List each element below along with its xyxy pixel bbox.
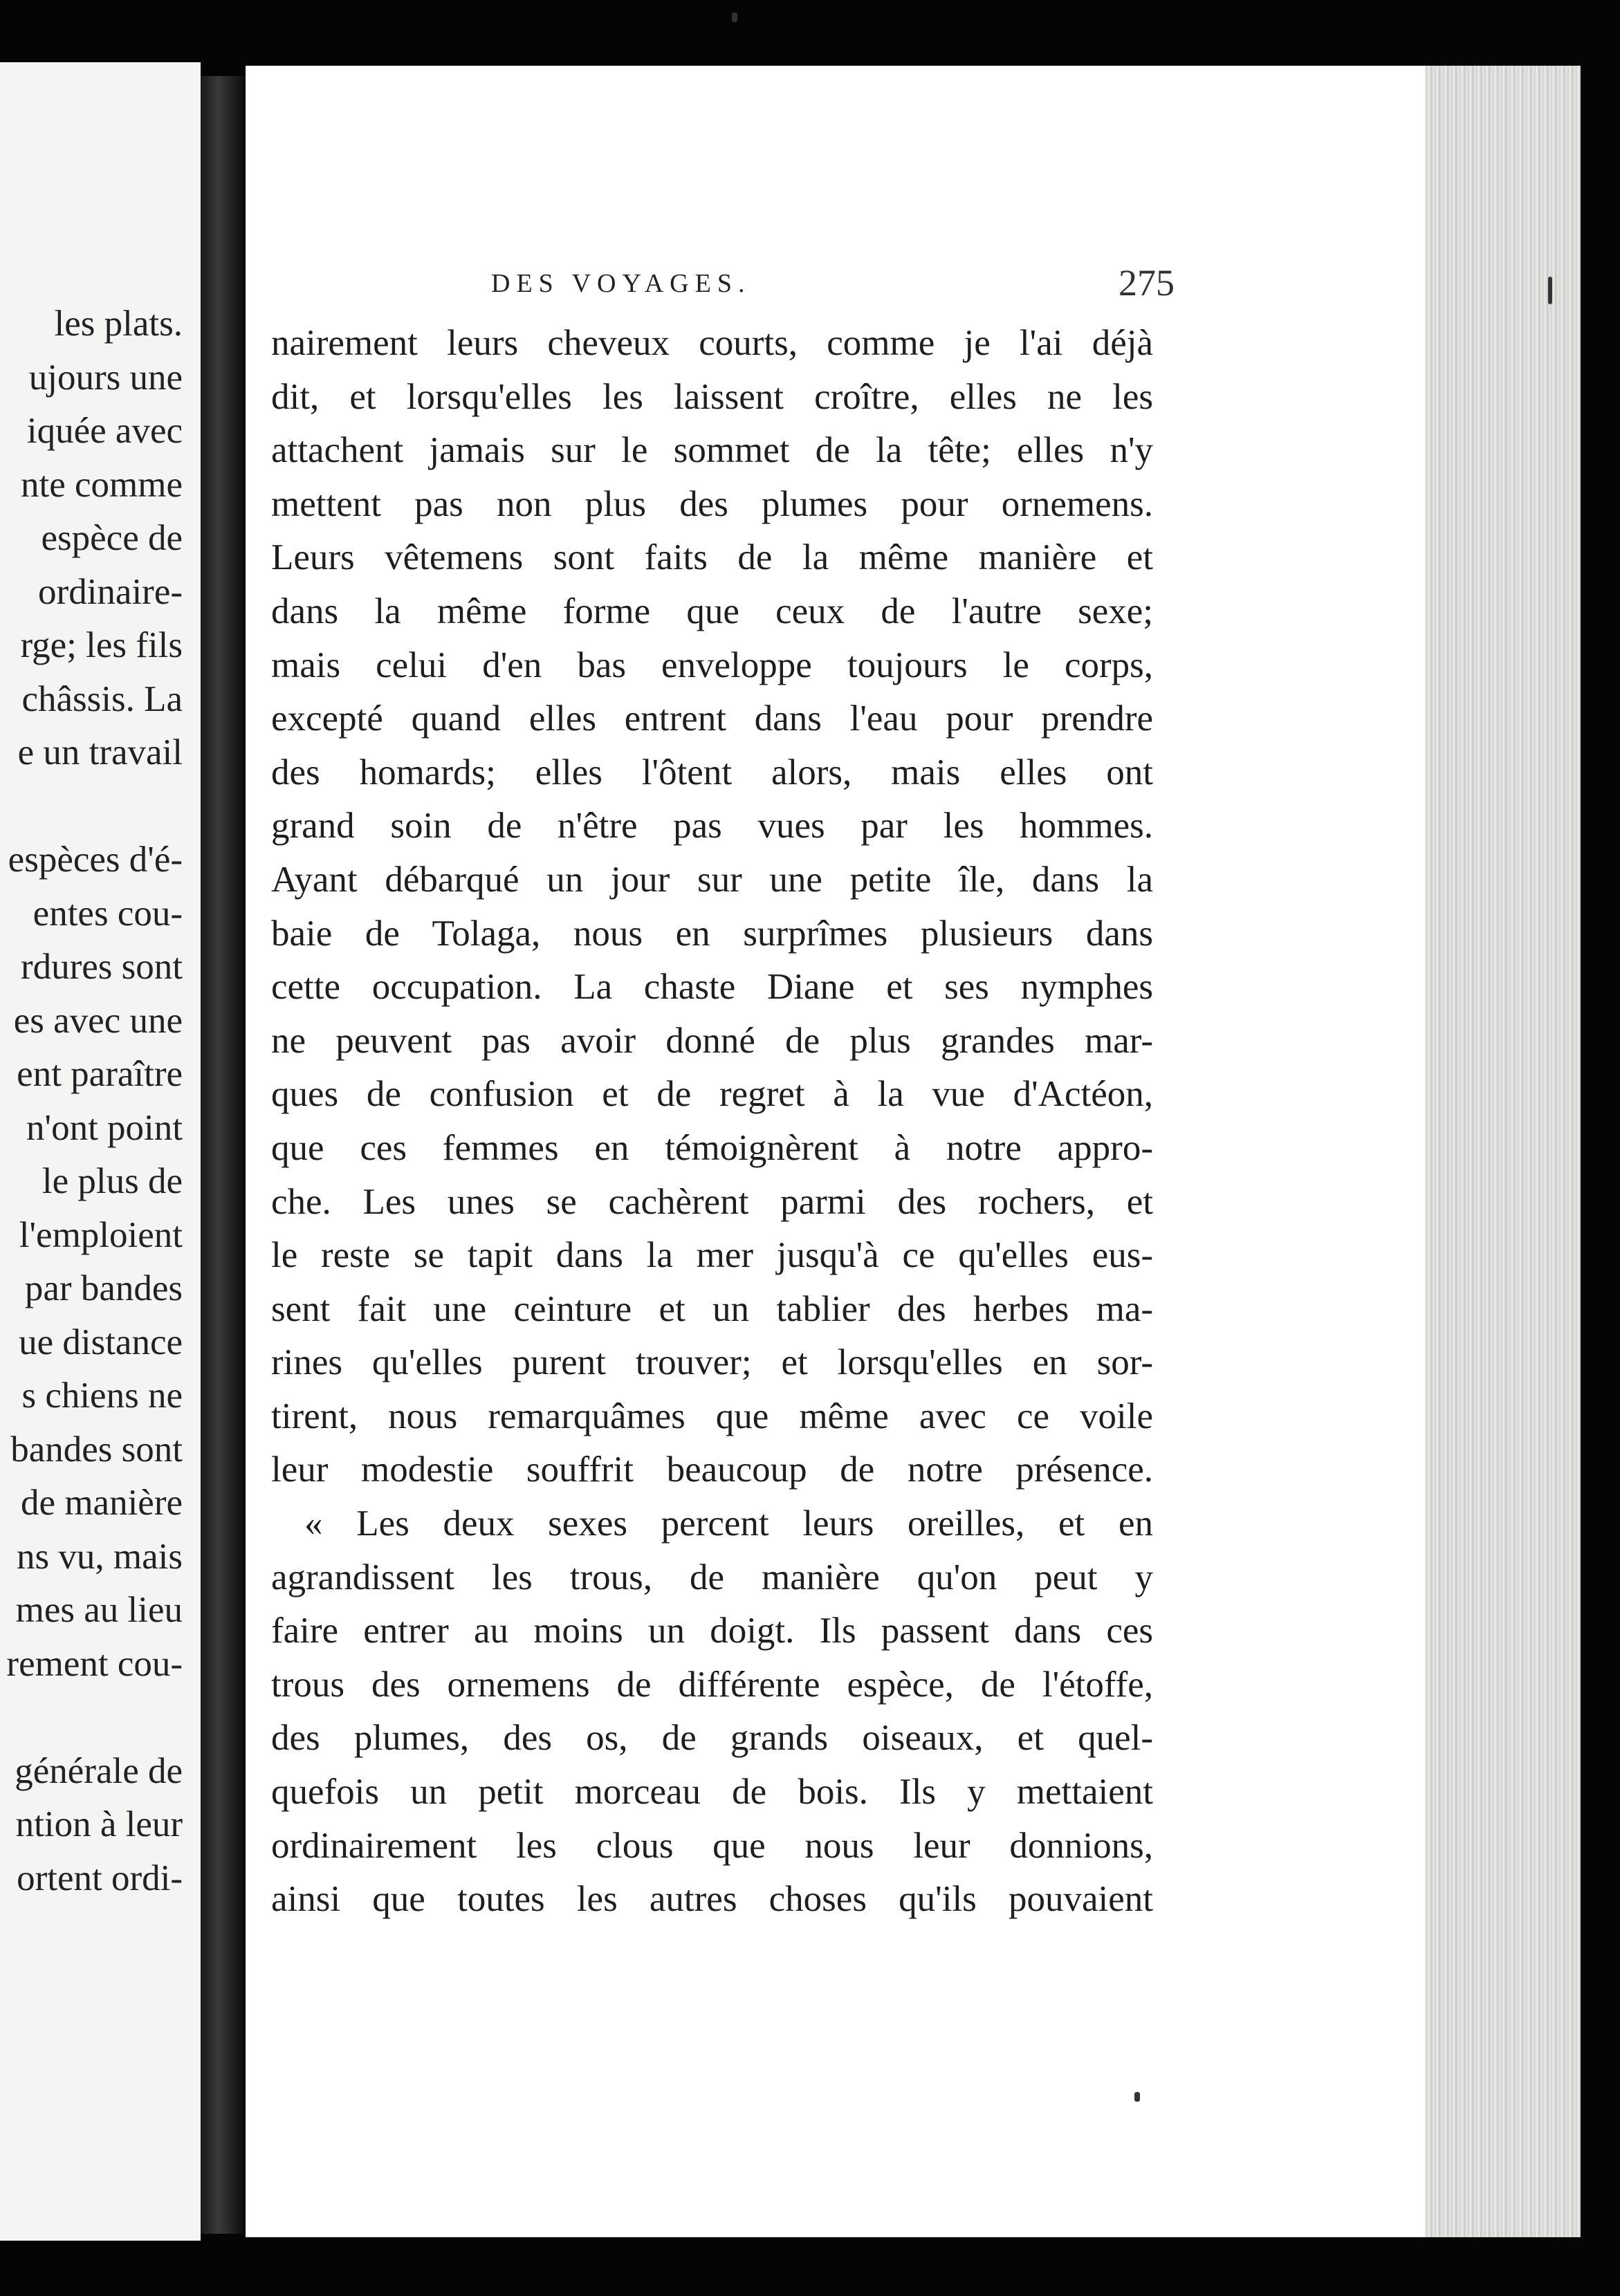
left-text-line: ordinaire-: [38, 571, 183, 612]
text-line: mais celui d'en bas enveloppe toujours le corps,: [271, 645, 1153, 685]
left-text-line: ujours une: [28, 357, 183, 398]
left-text-line: l'emploient: [19, 1214, 183, 1255]
left-text-line: es avec une: [13, 1000, 183, 1041]
page-fore-edge: [1425, 66, 1581, 2237]
left-text-line: rdures sont: [20, 947, 183, 987]
left-text-line: ntion à leur: [15, 1804, 183, 1844]
text-line: dans la même forme que ceux de l'autre sexe;: [271, 591, 1153, 631]
text-line: che. Les unes se cachèrent parmi des rochers, et: [271, 1181, 1153, 1222]
left-text-line: les plats.: [54, 304, 183, 344]
text-line: des homards; elles l'ôtent alors, mais elles ont: [271, 752, 1153, 793]
text-line: mettent pas non plus des plumes pour ornemens.: [271, 483, 1153, 524]
left-text-line: entes cou-: [33, 893, 183, 934]
body-text: [271, 317, 1153, 1927]
left-text-line: n'ont point: [26, 1107, 183, 1148]
left-text-line: espèces d'é-: [8, 840, 183, 880]
text-line: des plumes, des os, de grands oiseaux, et quel-: [271, 1718, 1153, 1759]
text-line: ques de confusion et de regret à la vue d'Actéon,: [271, 1074, 1153, 1115]
left-text-line: châssis. La: [21, 678, 183, 719]
book-gutter: [201, 76, 246, 2234]
text-line: ainsi que toutes les autres choses qu'ils pouvaient: [271, 1879, 1153, 1920]
left-text-line: bandes sont: [10, 1429, 183, 1470]
page-number: 275: [1119, 262, 1175, 304]
text-line: Ayant débarqué un jour sur une petite île, dans la: [271, 859, 1153, 900]
text-line: leur modestie souffrit beaucoup de notre présence.: [271, 1450, 1153, 1490]
text-line: le reste se tapit dans la mer jusqu'à ce qu'elles eus-: [271, 1235, 1153, 1276]
text-line: Leurs vêtemens sont faits de la même manière et: [271, 537, 1153, 578]
left-text-line: ent paraître: [17, 1054, 183, 1094]
left-text-line: rement cou-: [6, 1643, 183, 1684]
left-text-line: iquée avec: [26, 411, 183, 451]
left-text-line: ue distance: [19, 1322, 183, 1362]
text-line: cette occupation. La chaste Diane et ses nymphes: [271, 967, 1153, 1008]
text-line: « Les deux sexes percent leurs oreilles, et en: [304, 1503, 1153, 1544]
left-text-line: espèce de: [41, 518, 183, 558]
text-line: excepté quand elles entrent dans l'eau pour prendre: [271, 698, 1153, 739]
left-text-line: le plus de: [42, 1161, 183, 1201]
left-text-line: s chiens ne: [21, 1376, 183, 1416]
text-line: trous des ornemens de différente espèce, de l'étoffe,: [271, 1664, 1153, 1705]
scan-speck: [1548, 277, 1552, 304]
text-line: tirent, nous remarquâmes que même avec ce voile: [271, 1396, 1153, 1436]
text-line: agrandissent les trous, de manière qu'on peut y: [271, 1557, 1153, 1598]
left-paragraph-gap: [0, 1691, 201, 1745]
left-paragraph-gap: [0, 780, 201, 834]
text-line: grand soin de n'être pas vues par les hommes.: [271, 806, 1153, 846]
running-head: DES VOYAGES.: [491, 269, 751, 298]
left-text-line: ns vu, mais: [17, 1536, 183, 1577]
text-line: dit, et lorsqu'elles les laissent croître, elles ne les: [271, 376, 1153, 417]
text-line: sent fait une ceinture et un tablier des herbes ma-: [271, 1288, 1153, 1329]
text-line: ordinairement les clous que nous leur donnions,: [271, 1825, 1153, 1866]
left-text-line: ortent ordi-: [17, 1858, 183, 1898]
left-text-line: de manière: [21, 1483, 183, 1523]
left-text-line: rge; les fils: [20, 625, 183, 665]
text-line: rines qu'elles purent trouver; et lorsqu'elles en sor-: [271, 1342, 1153, 1383]
left-facing-page: [0, 62, 201, 2241]
text-line: quefois un petit morceau de bois. Ils y mettaient: [271, 1772, 1153, 1813]
left-text-line: mes au lieu: [15, 1590, 183, 1630]
text-line: nairement leurs cheveux courts, comme je l'ai déjà: [271, 323, 1153, 363]
scan-speck: [732, 12, 737, 22]
text-line: baie de Tolaga, nous en surprîmes plusieurs dans: [271, 913, 1153, 954]
text-line: ne peuvent pas avoir donné de plus grandes mar-: [271, 1020, 1153, 1061]
left-text-line: nte comme: [21, 464, 183, 505]
text-line: attachent jamais sur le sommet de la tête; elles n'y: [271, 430, 1153, 471]
scan-speck: [1134, 2092, 1140, 2102]
left-text-line: générale de: [15, 1750, 183, 1791]
text-line: faire entrer au moins un doigt. Ils passent dans ces: [271, 1611, 1153, 1651]
left-text-line: par bandes: [24, 1268, 183, 1308]
left-text-line: e un travail: [17, 732, 183, 772]
text-line: que ces femmes en témoignèrent à notre appro-: [271, 1127, 1153, 1168]
left-page-text: [0, 297, 201, 1905]
